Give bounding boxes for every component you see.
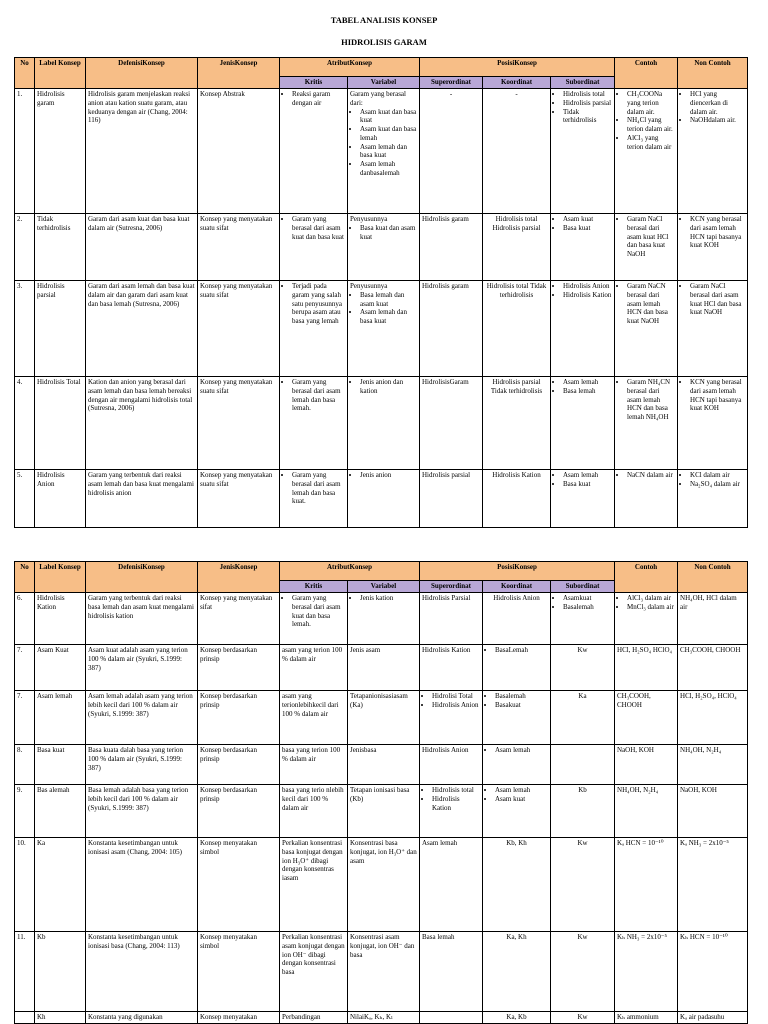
header-subordinat: Subordinat	[551, 77, 615, 89]
variable-attribute: NilaiKₐ, Kₕ, Kₗ	[348, 1012, 420, 1024]
non-example: Kₕ HCN = 10⁻¹⁰	[678, 932, 748, 1012]
concept-type: Konsep menyatakan simbol	[198, 838, 280, 932]
header-atribut: AtributKonsep	[280, 58, 420, 77]
coordinate	[483, 691, 551, 745]
example	[615, 470, 678, 528]
critical-attribute: asam yang terion 100 % dalam air	[280, 645, 348, 691]
table-row	[15, 214, 748, 281]
superordinate-list	[422, 786, 480, 812]
header-contoh: Contoh	[615, 562, 678, 593]
critical-attribute-list	[282, 282, 345, 326]
concept-label: Hidrolisis Total	[35, 377, 86, 470]
subordinate	[551, 89, 615, 214]
variable-attribute	[348, 214, 420, 281]
concept-definition: Garam dari asam lemah dan basa kuat dalam air dan garam dari asam kuat dan basa lemah (Sutresna, 2006)	[86, 281, 198, 377]
example-list	[617, 471, 675, 480]
concept-table-2	[14, 561, 748, 1024]
subordinate-item: • Hidrolisis Anion	[563, 282, 612, 291]
example: CH₃COOH, CHOOH	[615, 691, 678, 745]
coordinate: Hidrolisis Kation	[483, 470, 551, 528]
superordinate	[420, 1012, 483, 1024]
superordinate: Hidrolisis Anion	[420, 745, 483, 785]
subordinate-item: • Asamkuat	[563, 594, 612, 603]
table-row	[15, 785, 748, 838]
example	[615, 281, 678, 377]
header-contoh: Contoh	[615, 58, 678, 89]
superordinate	[420, 785, 483, 838]
subordinate	[551, 281, 615, 377]
concept-label: Hidrolisis garam	[35, 89, 86, 214]
example-item: • MnCl₃ dalam air	[627, 603, 675, 612]
subordinate: Ka	[551, 691, 615, 745]
superordinate: Hidrolisis garam	[420, 214, 483, 281]
concept-definition: Garam dari asam kuat dan basa kuat dalam air (Sutresna, 2006)	[86, 214, 198, 281]
subordinate-item: • Asam lemah	[563, 471, 612, 480]
concept-type: Konsep berdasarkan prinsip	[198, 785, 280, 838]
subordinate-item: • Basa kuat	[563, 224, 612, 233]
subordinate-list	[553, 215, 612, 233]
variable-attribute	[348, 377, 420, 470]
table-row	[15, 377, 748, 470]
critical-attribute	[280, 214, 348, 281]
header-label: Label Konsep	[35, 562, 86, 593]
superordinate-item: • Hidrolisis Anion	[432, 701, 480, 710]
concept-definition: Basa kuata dalah basa yang terion 100 % dalam air (Syukri, S.1999: 387)	[86, 745, 198, 785]
coordinate: -	[483, 89, 551, 214]
concept-table-1	[14, 57, 748, 528]
critical-attribute-item: • Garam yang berasal dari asam kuat dan basa kuat	[292, 215, 345, 241]
row-number: 7.	[15, 645, 35, 691]
coordinate-list	[485, 646, 548, 655]
header-no: No	[15, 562, 35, 593]
non-example: Kₐ NH₃ = 2x10⁻⁵	[678, 838, 748, 932]
variable-attribute: Konsentrasi asam konjugat, ion OH⁻ dan basa	[348, 932, 420, 1012]
variable-attribute-list	[350, 471, 417, 480]
variable-attribute-item: • Asam lemah danbasalemah	[360, 160, 417, 178]
coordinate-item: • Asam kuat	[495, 795, 548, 804]
header-posisi: PosisiKonsep	[420, 58, 615, 77]
coordinate-item: • Asam lemah	[495, 746, 548, 755]
critical-attribute-item: • Reaksi garam dengan air	[292, 90, 345, 108]
non-example-list	[680, 282, 745, 317]
variable-attribute-list	[350, 224, 417, 242]
header-jenis: JenisKonsep	[198, 58, 280, 89]
concept-type: Konsep menyatakan simbol	[198, 932, 280, 1012]
concept-definition: Konstanta kesetimbangan untuk ionisasi basa (Chang, 2004: 113)	[86, 932, 198, 1012]
concept-definition: Garam yang terbentuk dari reaksi asam lemah dan basa kuat mengalami hidrolisis anion	[86, 470, 198, 528]
header-posisi: PosisiKonsep	[420, 562, 615, 581]
row-number: 10.	[15, 838, 35, 932]
non-example-list	[680, 90, 745, 125]
coordinate-list	[485, 786, 548, 804]
subordinate	[551, 214, 615, 281]
superordinate: Hidrolisis parsial	[420, 470, 483, 528]
header-atribut: AtributKonsep	[280, 562, 420, 581]
example-item: • Garam NaCl berasal dari asam kuat HCl dan basa kuat NaOH	[627, 215, 675, 259]
non-example	[678, 214, 748, 281]
superordinate: Asam lemah	[420, 838, 483, 932]
coordinate-item: • Basalemah	[495, 692, 548, 701]
variable-attribute: Jenis asam	[348, 645, 420, 691]
variable-attribute-list	[350, 594, 417, 603]
variable-attribute	[348, 281, 420, 377]
superordinate: Hidrolisis Parsial	[420, 593, 483, 645]
subordinate	[551, 470, 615, 528]
example	[615, 377, 678, 470]
concept-type: Konsep Abstrak	[198, 89, 280, 214]
row-number: 9.	[15, 785, 35, 838]
concept-label: Hidrolisis Kation	[35, 593, 86, 645]
concept-label: Hidrolisis parsial	[35, 281, 86, 377]
header-koordinat: Koordinat	[483, 77, 551, 89]
subordinate-list	[553, 594, 612, 612]
subordinate-list	[553, 378, 612, 396]
subordinate-item: • Asam lemah	[563, 378, 612, 387]
variable-attribute-lead: Penyusunnya	[350, 215, 388, 223]
non-example: NH₄OH, HCl dalam air	[678, 593, 748, 645]
critical-attribute-list	[282, 471, 345, 506]
non-example: HCl, H₂SO₄, HClO₄	[678, 691, 748, 745]
concept-type: Konsep berdasarkan prinsip	[198, 745, 280, 785]
table-row	[15, 691, 748, 745]
table-row	[15, 89, 748, 214]
header-subordinat: Subordinat	[551, 581, 615, 593]
header-jenis: JenisKonsep	[198, 562, 280, 593]
coordinate-item: • Asam lemah	[495, 786, 548, 795]
concept-label: Tidak terhidrolisis	[35, 214, 86, 281]
row-number: 4.	[15, 377, 35, 470]
coordinate: Kb, Kh	[483, 838, 551, 932]
subordinate-item: • Tidak terhidrolisis	[563, 108, 612, 126]
variable-attribute-lead: Penyusunnya	[350, 282, 388, 290]
concept-definition: Basa lemah adalah basa yang terion lebih kecil dari 100 % dalam air (Syukri, S.1999: 387)	[86, 785, 198, 838]
critical-attribute	[280, 377, 348, 470]
coordinate: Hidrolisis Anion	[483, 593, 551, 645]
coordinate-list	[485, 692, 548, 710]
critical-attribute-item: • Terjadi pada garam yang salah satu penyusunnya berupa asam atau basa yang lemah	[292, 282, 345, 326]
subordinate	[551, 377, 615, 470]
header-no: No	[15, 58, 35, 89]
concept-definition: Asam lemah adalah asam yang terion lebih kecil dari 100 % dalam air (Syukri, S.1999: 387)	[86, 691, 198, 745]
row-number: 5.	[15, 470, 35, 528]
variable-attribute-item: • Jenis anion	[360, 471, 417, 480]
variable-attribute-item: • Asam lemah dan basa kuat	[360, 308, 417, 326]
header-superordinat: Superordinat	[420, 581, 483, 593]
subordinate: Kw	[551, 645, 615, 691]
header-koordinat: Koordinat	[483, 581, 551, 593]
non-example-list	[680, 378, 745, 413]
row-number: 1.	[15, 89, 35, 214]
subordinate-item: • Basa lemah	[563, 387, 612, 396]
non-example	[678, 470, 748, 528]
variable-attribute-item: • Jenis kation	[360, 594, 417, 603]
header-variabel: Variabel	[348, 581, 420, 593]
concept-label: Ka	[35, 838, 86, 932]
header-superordinat: Superordinat	[420, 77, 483, 89]
variable-attribute	[348, 89, 420, 214]
subordinate-item: • Basalemah	[563, 603, 612, 612]
non-example: Kₐ air padasuhu	[678, 1012, 748, 1024]
critical-attribute: basa yang terion 100 % dalam air	[280, 745, 348, 785]
concept-label: Kb	[35, 932, 86, 1012]
superordinate: HidrolisisGaram	[420, 377, 483, 470]
coordinate: Hidrolisis total Hidrolisis parsial	[483, 214, 551, 281]
coordinate-list	[485, 746, 548, 755]
variable-attribute-list	[350, 108, 417, 178]
superordinate: Basa lemah	[420, 932, 483, 1012]
coordinate: Hidrolisis total Tidak terhidrolisis	[483, 281, 551, 377]
concept-label: Kh	[35, 1012, 86, 1024]
example-item: • NH₄Cl yang terion dalam air.	[627, 116, 675, 134]
header-kritis: Kritis	[280, 581, 348, 593]
example-item: • Garam NaCN berasal dari asam lemah HCN dan basa kuat NaOH	[627, 282, 675, 326]
example: HCl, H₂SO₄ HClO₄	[615, 645, 678, 691]
non-example-item: • Na₂SO₄ dalam air	[690, 480, 745, 489]
critical-attribute	[280, 89, 348, 214]
example-item: • Garam NH₄CN berasal dari asam lemah HCN dan basa lemah NH₄OH	[627, 378, 675, 422]
critical-attribute-item: • Garam yang berasal dari asam kuat dan basa lemah.	[292, 594, 345, 629]
header-label: Label Konsep	[35, 58, 86, 89]
table-row	[15, 745, 748, 785]
variable-attribute	[348, 470, 420, 528]
critical-attribute-item: • Garam yang berasal dari asam lemah dan basa kuat.	[292, 471, 345, 506]
concept-definition: Asam kuat adalah asam yang terion 100 % dalam air (Syukri, S.1999: 387)	[86, 645, 198, 691]
subordinate-item: • Hidrolisis total	[563, 90, 612, 99]
subordinate: Kw	[551, 838, 615, 932]
concept-type: Konsep yang menyatakan suatu sifat	[198, 214, 280, 281]
variable-attribute: Konsentrasi basa konjugat, ion H₃O⁺ dan asam	[348, 838, 420, 932]
variable-attribute: Jenisbasa	[348, 745, 420, 785]
concept-label: Asam lemah	[35, 691, 86, 745]
coordinate: Hidrolisis parsial Tidak terhidrolisis	[483, 377, 551, 470]
superordinate: Hidrolisis Kation	[420, 645, 483, 691]
coordinate	[483, 745, 551, 785]
non-example: NH₄OH, N₂H₄	[678, 745, 748, 785]
subordinate: Kb	[551, 785, 615, 838]
critical-attribute	[280, 593, 348, 645]
variable-attribute-list	[350, 291, 417, 326]
critical-attribute: basa yang terio nlebih kecil dari 100 % dalam air	[280, 785, 348, 838]
variable-attribute-item: • Asam kuat dan basa kuat	[360, 108, 417, 126]
example-list	[617, 90, 675, 151]
critical-attribute-list	[282, 215, 345, 241]
concept-label: Hidrolisis Anion	[35, 470, 86, 528]
example: Kₕ NH₃ = 2x10⁻⁵	[615, 932, 678, 1012]
non-example-item: • NaOHdalam air.	[690, 116, 745, 125]
critical-attribute: Perkalian konsentrasi basa konjugat dengan ion H₃O⁺ dibagi dengan konsentras iasam	[280, 838, 348, 932]
concept-definition: Garam yang terbentuk dari reaksi basa lemah dan asam kuat mengalami hidrolisis kation	[86, 593, 198, 645]
critical-attribute-list	[282, 594, 345, 629]
variable-attribute-item: • Jenis anion dan kation	[360, 378, 417, 396]
subordinate-list	[553, 471, 612, 489]
concept-label: Asam Kuat	[35, 645, 86, 691]
non-example	[678, 377, 748, 470]
superordinate-item: • Hidrolisis total	[432, 786, 480, 795]
concept-definition: Kation dan anion yang berasal dari asam lemah dan basa lemah bereaksi dengan air mengalami hidrolisis total (Sutresna, 2006)	[86, 377, 198, 470]
example: NH₄OH, N₂H₄	[615, 785, 678, 838]
variable-attribute-item: • Asam kuat dan basa lemah	[360, 125, 417, 143]
non-example-item: • KCN yang berasal dari asam lemah HCN tapi basanya kuat KOH	[690, 378, 745, 413]
variable-attribute-list	[350, 378, 417, 396]
superordinate	[420, 691, 483, 745]
example-item: • AlCl₃ dalam air	[627, 594, 675, 603]
table-row	[15, 470, 748, 528]
non-example-item: • HCl yang diencerkan di dalam air.	[690, 90, 745, 116]
non-example-list	[680, 215, 745, 250]
critical-attribute-list	[282, 378, 345, 413]
variable-attribute-item: • Basa lemah dan asam kuat	[360, 291, 417, 309]
example	[615, 214, 678, 281]
header-definisi: DefenisiKonsep	[86, 562, 198, 593]
superordinate: -	[420, 89, 483, 214]
example: Kₕ ammonium	[615, 1012, 678, 1024]
subordinate-item: • Basa kuat	[563, 480, 612, 489]
table-row	[15, 1012, 748, 1024]
example	[615, 593, 678, 645]
row-number: 3.	[15, 281, 35, 377]
concept-type: Konsep yang menyatakan suatu sifat	[198, 281, 280, 377]
superordinate-item: • Hidrolisis Kation	[432, 795, 480, 813]
header-definisi: DefenisiKonsep	[86, 58, 198, 89]
non-example: NaOH, KOH	[678, 785, 748, 838]
subordinate	[551, 745, 615, 785]
row-number: 7.	[15, 691, 35, 745]
example-list	[617, 215, 675, 259]
row-number: 11.	[15, 932, 35, 1012]
example-item: • NaCN dalam air	[627, 471, 675, 480]
non-example-item: • Garam NaCl berasal dari asam kuat HCl dan basa kuat NaOH	[690, 282, 745, 317]
coordinate: Ka, Kb	[483, 1012, 551, 1024]
table-row	[15, 281, 748, 377]
coordinate	[483, 785, 551, 838]
concept-definition: Konstanta kesetimbangan untuk ionisasi asam (Chang, 2004: 105)	[86, 838, 198, 932]
coordinate-item: • Basakuat	[495, 701, 548, 710]
critical-attribute	[280, 281, 348, 377]
row-number: 2.	[15, 214, 35, 281]
header-noncontoh: Non Contoh	[678, 58, 748, 89]
subordinate-item: • Hidrolisis Kation	[563, 291, 612, 300]
superordinate-list	[422, 692, 480, 710]
table-row	[15, 838, 748, 932]
variable-attribute-item: • Basa kuat dan asam kuat	[360, 224, 417, 242]
row-number: 8.	[15, 745, 35, 785]
table-row	[15, 593, 748, 645]
variable-attribute-item: • Asam lemah dan basa kuat	[360, 143, 417, 161]
concept-label: Basa kuat	[35, 745, 86, 785]
non-example	[678, 89, 748, 214]
coordinate: Ka, Kh	[483, 932, 551, 1012]
superordinate-item: • Hidrolisi Total	[432, 692, 480, 701]
concept-type: Konsep yang menyatakan suatu sifat	[198, 470, 280, 528]
critical-attribute	[280, 470, 348, 528]
example	[615, 89, 678, 214]
example-list	[617, 282, 675, 326]
example: Kₐ HCN = 10⁻¹⁰	[615, 838, 678, 932]
subordinate-item: • Asam kuat	[563, 215, 612, 224]
concept-type: Konsep menyatakan	[198, 1012, 280, 1024]
example-item: • AlCl₃ yang terion dalam air	[627, 134, 675, 152]
subordinate: Kw	[551, 1012, 615, 1024]
variable-attribute: Tetapan ionisasi basa (Kb)	[348, 785, 420, 838]
concept-type: Konsep berdasarkan prinsip	[198, 691, 280, 745]
critical-attribute-list	[282, 90, 345, 108]
header-kritis: Kritis	[280, 77, 348, 89]
variable-attribute	[348, 593, 420, 645]
header-noncontoh: Non Contoh	[678, 562, 748, 593]
concept-definition: Konstanta yang digunakan	[86, 1012, 198, 1024]
subordinate-list	[553, 282, 612, 300]
row-number	[15, 1012, 35, 1024]
coordinate-item: • BasaLemah	[495, 646, 548, 655]
table-row	[15, 645, 748, 691]
document-title: TABEL ANALISIS KONSEP	[330, 15, 438, 25]
document-subtitle: HIDROLISIS GARAM	[341, 37, 427, 47]
example: NaOH, KOH	[615, 745, 678, 785]
concept-type: Konsep berdasarkan prinsip	[198, 645, 280, 691]
non-example: CH₃COOH, CHOOH	[678, 645, 748, 691]
critical-attribute: Perkalian konsentrasi asam konjugat dengan ion OH⁻ dibagi dengan konsentrasi basa	[280, 932, 348, 1012]
critical-attribute: asam yang terionlebihkecil dari 100 % dalam air	[280, 691, 348, 745]
critical-attribute-item: • Garam yang berasal dari asam lemah dan basa lemah.	[292, 378, 345, 413]
critical-attribute: Perbandingan	[280, 1012, 348, 1024]
variable-attribute: Tetapanionisasiasam (Ka)	[348, 691, 420, 745]
concept-label: Bas alemah	[35, 785, 86, 838]
header-variabel: Variabel	[348, 77, 420, 89]
example-list	[617, 594, 675, 612]
concept-definition: Hidrolisis garam menjelaskan reaksi anion atau kation suatu garam, atau keduanya dengan air (Chang, 2004: 116)	[86, 89, 198, 214]
non-example-list	[680, 471, 745, 489]
subordinate-item: • Hidrolisis parsial	[563, 99, 612, 108]
variable-attribute-lead: Garam yang berasal dari:	[350, 90, 406, 107]
example-item: • CH₃COONa yang terion dalam air.	[627, 90, 675, 116]
example-list	[617, 378, 675, 422]
non-example-item: • KCl dalam air	[690, 471, 745, 480]
coordinate	[483, 645, 551, 691]
subordinate: Kw	[551, 932, 615, 1012]
concept-type: Konsep yang menyatakan sifat	[198, 593, 280, 645]
non-example	[678, 281, 748, 377]
concept-type: Konsep yang menyatakan suatu sifat	[198, 377, 280, 470]
superordinate: Hidrolisis garam	[420, 281, 483, 377]
subordinate-list	[553, 90, 612, 125]
non-example-item: • KCN yang berasal dari asam lemah HCN tapi basanya kuat KOH	[690, 215, 745, 250]
row-number: 6.	[15, 593, 35, 645]
table-row	[15, 932, 748, 1012]
subordinate	[551, 593, 615, 645]
